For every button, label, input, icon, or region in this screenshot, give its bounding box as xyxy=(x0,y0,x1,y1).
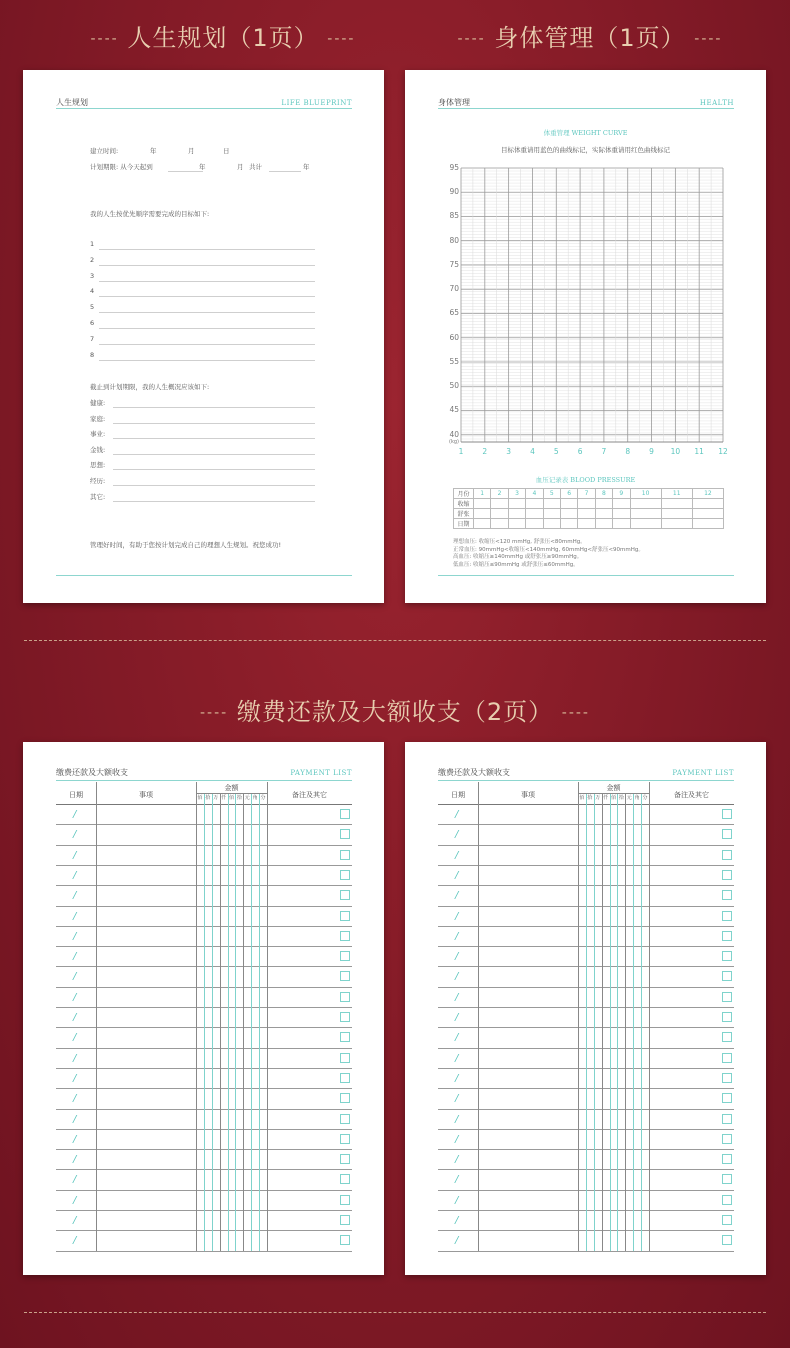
x-tick-label: 12 xyxy=(718,447,728,456)
row-checkbox[interactable] xyxy=(340,1134,350,1144)
col-divider xyxy=(478,782,479,1251)
date-slash: / xyxy=(455,1113,459,1125)
page-title: 身体管理 xyxy=(438,98,470,107)
y-tick-label: 60 xyxy=(449,332,459,342)
row-checkbox[interactable] xyxy=(340,1093,350,1103)
col-header-item: 事项 xyxy=(139,791,153,799)
bp-note: 低血压: 收缩压≤90mmHg 或舒张压≤60mmHg。 xyxy=(453,561,579,568)
amount-subdivider xyxy=(220,794,221,1251)
footer-rule xyxy=(56,575,352,576)
date-slash: / xyxy=(455,991,459,1003)
row-checkbox[interactable] xyxy=(722,911,732,921)
row-checkbox[interactable] xyxy=(340,1235,350,1245)
row-checkbox[interactable] xyxy=(340,971,350,981)
amount-unit-label: 元 xyxy=(244,795,250,801)
bp-cell[interactable] xyxy=(543,519,560,529)
amount-subdivider xyxy=(594,794,595,1251)
date-slash: / xyxy=(455,890,459,902)
bp-cell: 8 xyxy=(595,489,612,499)
y-tick-label: 95 xyxy=(449,163,459,172)
bp-cell: 11 xyxy=(661,489,692,499)
goal-number: 5 xyxy=(90,303,95,312)
bp-row xyxy=(454,509,724,519)
row-checkbox[interactable] xyxy=(340,1073,350,1083)
goal-number: 4 xyxy=(90,287,95,296)
row-checkbox[interactable] xyxy=(340,1215,350,1225)
amount-unit-label: 角 xyxy=(634,795,640,801)
goals-intro: 我的人生按优先顺序需要完成的目标如下: xyxy=(90,210,210,218)
amount-subdivider xyxy=(228,794,229,1251)
row-checkbox[interactable] xyxy=(722,1195,732,1205)
col-header-notes: 备注及其它 xyxy=(292,791,327,799)
amount-subdivider xyxy=(204,794,205,1251)
amount-unit-label: 佰 xyxy=(579,795,585,801)
amount-unit-label: 佰 xyxy=(197,795,203,801)
bp-cell: 6 xyxy=(560,489,577,499)
bp-title: 血压记录表 BLOOD PRESSURE xyxy=(535,476,636,484)
col-divider xyxy=(267,782,268,1251)
y-tick-label: 50 xyxy=(449,381,459,391)
row-checkbox[interactable] xyxy=(340,931,350,941)
bp-cell[interactable] xyxy=(474,519,491,529)
x-tick-label: 2 xyxy=(482,447,488,456)
bp-cell[interactable] xyxy=(595,509,612,519)
aspect-line[interactable] xyxy=(113,438,315,439)
date-slash: / xyxy=(73,1154,77,1166)
row-checkbox[interactable] xyxy=(722,1032,732,1042)
goal-number: 1 xyxy=(90,240,95,248)
aspect-label: 金钱: xyxy=(90,445,106,454)
date-slash: / xyxy=(455,869,459,881)
y-tick-label: 40 xyxy=(449,429,459,439)
amount-subdivider xyxy=(235,794,236,1251)
bp-cell[interactable] xyxy=(491,509,508,519)
aspect-line[interactable] xyxy=(113,469,315,470)
row-checkbox[interactable] xyxy=(722,890,732,900)
bp-cell[interactable] xyxy=(491,499,508,509)
col-divider xyxy=(578,782,579,1251)
goal-line[interactable] xyxy=(99,281,315,282)
bp-cell[interactable] xyxy=(613,519,630,529)
bp-cell[interactable] xyxy=(578,519,595,529)
amount-unit-label: 分 xyxy=(642,795,648,801)
blood-pressure-table xyxy=(453,488,724,529)
date-slash: / xyxy=(455,971,459,983)
amount-unit-label: 分 xyxy=(260,795,266,801)
aspect-line[interactable] xyxy=(113,485,315,486)
y-tick-label: 90 xyxy=(449,187,459,197)
amount-subdivider xyxy=(586,794,587,1251)
aspect-label: 健康: xyxy=(90,399,106,407)
row-checkbox[interactable] xyxy=(722,870,732,880)
goal-line[interactable] xyxy=(99,296,315,297)
bp-cell[interactable] xyxy=(543,509,560,519)
amount-subdivider xyxy=(633,794,634,1251)
bp-cell[interactable] xyxy=(474,509,491,519)
x-tick-label: 5 xyxy=(553,447,559,456)
amount-subdivider xyxy=(610,794,611,1251)
x-tick-label: 11 xyxy=(694,447,704,456)
page-title-en: HEALTH xyxy=(699,99,734,107)
date-slash: / xyxy=(73,829,77,841)
page-title: 缴费还款及大额收支 xyxy=(56,768,128,777)
row-checkbox[interactable] xyxy=(722,971,732,981)
aspect-line[interactable] xyxy=(113,407,315,408)
goal-number: 8 xyxy=(90,350,95,359)
date-slash: / xyxy=(73,1072,77,1084)
col-divider xyxy=(196,782,197,1251)
bp-row-label: 日期 xyxy=(454,519,474,529)
bp-cell[interactable] xyxy=(508,519,525,529)
bp-cell: 9 xyxy=(613,489,630,499)
date-slash: / xyxy=(455,1194,459,1206)
health-page xyxy=(405,70,766,603)
bp-note: 高血压: 收缩压≥140mmHg 或舒张压≥90mmHg。 xyxy=(453,554,583,560)
row-checkbox[interactable] xyxy=(722,1154,732,1164)
date-slash: / xyxy=(455,809,459,820)
date-slash: / xyxy=(455,849,459,861)
date-slash: / xyxy=(455,1133,459,1145)
page-title-en: PAYMENT LIST xyxy=(672,769,734,777)
bp-cell[interactable] xyxy=(692,519,723,529)
amount-unit-label: 仟 xyxy=(603,795,609,801)
row-checkbox[interactable] xyxy=(722,1093,732,1103)
date-slash: / xyxy=(455,1174,459,1186)
row-checkbox[interactable] xyxy=(340,890,350,900)
date-slash: / xyxy=(455,1052,459,1064)
row-checkbox[interactable] xyxy=(340,911,350,921)
row-checkbox[interactable] xyxy=(340,809,350,819)
bp-cell[interactable] xyxy=(578,509,595,519)
row-checkbox[interactable] xyxy=(722,931,732,941)
y-tick-label: 75 xyxy=(449,259,459,269)
aspect-line[interactable] xyxy=(113,454,315,455)
bp-row xyxy=(454,499,724,509)
weight-chart-grid xyxy=(437,162,737,462)
bp-cell[interactable] xyxy=(491,519,508,529)
bp-cell[interactable] xyxy=(595,499,612,509)
goal-line[interactable] xyxy=(99,328,315,329)
page-footer-note: 管理好时间，有助于您按计划完成自己的理想人生规划。祝您成功! xyxy=(90,541,282,549)
bp-cell[interactable] xyxy=(692,509,723,519)
date-slash: / xyxy=(455,1154,459,1166)
row-checkbox[interactable] xyxy=(340,1012,350,1022)
goal-number: 3 xyxy=(90,271,95,280)
col-divider xyxy=(96,782,97,1251)
row-checkbox[interactable] xyxy=(340,1154,350,1164)
bp-row xyxy=(454,489,724,499)
created-label: 建立时间: xyxy=(90,147,119,155)
col-header-amount: 金额 xyxy=(606,784,621,792)
date-slash: / xyxy=(455,1012,459,1023)
y-tick-label: 80 xyxy=(449,235,459,245)
bp-row-label: 舒张 xyxy=(454,509,474,519)
date-slash: / xyxy=(455,951,459,963)
health-section-title: ---- 身体管理（1页） ---- xyxy=(457,24,723,52)
bp-cell[interactable] xyxy=(543,499,560,509)
date-slash: / xyxy=(455,1215,459,1226)
date-slash: / xyxy=(73,1215,77,1226)
y-unit-label: (kg) xyxy=(449,438,459,445)
row-checkbox[interactable] xyxy=(722,1215,732,1225)
date-slash: / xyxy=(73,1194,77,1206)
payment-list-page-1 xyxy=(23,742,384,1275)
bp-note: 理想血压: 收缩压<120 mmHg, 舒张压<80mmHg。 xyxy=(453,539,586,545)
date-slash: / xyxy=(455,1072,459,1084)
col-header-amount: 金额 xyxy=(224,784,239,792)
row-checkbox[interactable] xyxy=(340,850,350,860)
page-title-en: PAYMENT LIST xyxy=(290,769,352,777)
date-slash: / xyxy=(455,1032,459,1044)
x-tick-label: 6 xyxy=(577,447,583,456)
bp-cell: 4 xyxy=(526,489,543,499)
bp-cell[interactable] xyxy=(560,509,577,519)
bp-cell[interactable] xyxy=(692,499,723,509)
bp-cell[interactable] xyxy=(661,509,692,519)
aspect-line[interactable] xyxy=(113,501,315,502)
amount-unit-label: 拾 xyxy=(236,795,242,801)
goal-line[interactable] xyxy=(99,312,315,313)
amount-subdivider xyxy=(251,794,252,1251)
goal-line[interactable] xyxy=(99,265,315,266)
date-slash: / xyxy=(73,1052,77,1064)
date-slash: / xyxy=(73,1133,77,1145)
goal-number: 7 xyxy=(90,334,95,343)
y-tick-label: 85 xyxy=(449,211,459,221)
date-slash: / xyxy=(455,829,459,841)
date-slash: / xyxy=(73,1032,77,1044)
row-checkbox[interactable] xyxy=(340,1195,350,1205)
bp-cell[interactable] xyxy=(508,509,525,519)
row-checkbox[interactable] xyxy=(340,951,350,961)
aspect-label: 事业: xyxy=(90,430,106,439)
amount-unit-label: 拾 xyxy=(587,795,593,801)
payment-table xyxy=(56,782,352,1249)
bp-cell[interactable] xyxy=(661,519,692,529)
footer-rule xyxy=(438,575,734,576)
aspect-label: 经历: xyxy=(90,477,106,485)
x-tick-label: 3 xyxy=(506,447,512,456)
life-blueprint-page: 人生规划 LIFE BLUEPRINT 建立时间: 年 月 日 计划期限: 从今天起到 年 月 共计 年 我的人生按优先顺序需要完成的目标如下: 1 2 3 4 5 6 7 8 截止到计划期限，我的人生概况应该如下: 健康: 家庭: 事业: 金钱: 思想: 经历: 其它: 管理好时间，有助于您按计划完成自己的理想人生规划。祝您成功! xyxy=(23,70,384,603)
life-section-title: ---- 人生规划（1页） ---- xyxy=(90,24,356,52)
row-checkbox[interactable] xyxy=(722,829,732,839)
y-tick-label: 70 xyxy=(449,284,459,294)
bp-cell[interactable] xyxy=(474,499,491,509)
date-slash: / xyxy=(73,930,77,942)
bp-cell[interactable] xyxy=(508,499,525,509)
bp-cell: 3 xyxy=(508,489,525,499)
page-title: 人生规划 xyxy=(56,98,88,107)
bp-cell[interactable] xyxy=(560,499,577,509)
row-checkbox[interactable] xyxy=(722,1012,732,1022)
date-slash: / xyxy=(73,1113,77,1125)
date-slash: / xyxy=(73,1235,77,1247)
amount-unit-label: 万 xyxy=(595,795,601,801)
section-divider xyxy=(24,640,766,641)
date-slash: / xyxy=(73,849,77,861)
payment-list-page-2 xyxy=(405,742,766,1275)
date-slash: / xyxy=(73,951,77,963)
aspect-label: 其它: xyxy=(90,492,106,501)
bp-row xyxy=(454,519,724,529)
row-checkbox[interactable] xyxy=(722,809,732,819)
x-tick-label: 1 xyxy=(458,447,464,456)
header-rule xyxy=(438,108,734,109)
date-slash: / xyxy=(455,910,459,922)
x-tick-label: 4 xyxy=(530,447,535,456)
bp-note: 正常血压: 90mmHg<收缩压<140mmHg, 60mmHg<舒张压<90mmHg。 xyxy=(453,546,644,553)
bp-cell[interactable] xyxy=(526,499,543,509)
bp-row-label: 收缩 xyxy=(454,499,474,509)
row-checkbox[interactable] xyxy=(722,992,732,1002)
date-slash: / xyxy=(73,1093,77,1105)
payment-section-title: ---- 缴费还款及大额收支（2页） ---- xyxy=(200,698,590,726)
y-tick-label: 65 xyxy=(449,308,459,318)
amount-subdivider xyxy=(212,794,213,1251)
goal-number: 6 xyxy=(90,319,95,327)
aspect-label: 思想: xyxy=(90,461,106,470)
bp-cell[interactable] xyxy=(630,499,661,509)
bp-cell[interactable] xyxy=(630,509,661,519)
col-header-item: 事项 xyxy=(521,791,535,799)
weight-chart-title: 体重管理 WEIGHT CURVE xyxy=(543,129,628,137)
col-header-notes: 备注及其它 xyxy=(674,791,709,799)
col-header-date: 日期 xyxy=(451,791,465,799)
amount-unit-label: 拾 xyxy=(205,795,211,801)
page-title: 缴费还款及大额收支 xyxy=(438,768,510,777)
bp-cell: 5 xyxy=(543,489,560,499)
row-checkbox[interactable] xyxy=(722,1134,732,1144)
amount-unit-label: 佰 xyxy=(610,795,616,801)
x-tick-label: 8 xyxy=(625,447,631,456)
amount-unit-label: 万 xyxy=(213,795,219,801)
header-rule xyxy=(56,780,352,781)
bp-cell: 2 xyxy=(491,489,508,499)
col-divider xyxy=(649,782,650,1251)
goal-line[interactable] xyxy=(99,344,315,345)
x-tick-label: 9 xyxy=(649,447,654,456)
col-header-date: 日期 xyxy=(69,791,83,799)
amount-subdivider xyxy=(641,794,642,1251)
date-slash: / xyxy=(455,930,459,942)
y-tick-label: 45 xyxy=(449,405,459,415)
bp-cell[interactable] xyxy=(526,509,543,519)
deadline-intro: 截止到计划期限，我的人生概况应该如下: xyxy=(90,383,210,391)
date-slash: / xyxy=(73,890,77,902)
goal-line[interactable] xyxy=(99,249,315,250)
header-rule xyxy=(438,780,734,781)
row-checkbox[interactable] xyxy=(340,1114,350,1124)
amount-subdivider xyxy=(617,794,618,1251)
date-slash: / xyxy=(73,971,77,983)
date-slash: / xyxy=(73,869,77,881)
aspect-line[interactable] xyxy=(113,423,315,424)
row-checkbox[interactable] xyxy=(722,1053,732,1063)
plan-period-label: 计划期限: 从今天起到 xyxy=(90,163,153,171)
y-tick-label: 55 xyxy=(449,356,459,366)
weight-grid-svg xyxy=(437,162,737,462)
date-slash: / xyxy=(73,1174,77,1186)
row-checkbox[interactable] xyxy=(340,992,350,1002)
x-tick-label: 7 xyxy=(601,447,607,456)
date-slash: / xyxy=(73,1012,77,1023)
row-rule xyxy=(438,1251,734,1252)
row-checkbox[interactable] xyxy=(340,1174,350,1184)
amount-unit-label: 佰 xyxy=(228,795,234,801)
amount-subdivider xyxy=(259,794,260,1251)
date-slash: / xyxy=(455,1235,459,1247)
date-slash: / xyxy=(73,991,77,1003)
x-tick-label: 10 xyxy=(670,447,681,456)
bp-cell[interactable] xyxy=(578,499,595,509)
bp-cell[interactable] xyxy=(595,519,612,529)
row-checkbox[interactable] xyxy=(722,1114,732,1124)
bp-cell[interactable] xyxy=(613,499,630,509)
bp-cell: 1 xyxy=(474,489,491,499)
date-slash: / xyxy=(73,910,77,922)
amount-unit-label: 拾 xyxy=(618,795,624,801)
row-checkbox[interactable] xyxy=(722,951,732,961)
row-rule xyxy=(56,1251,352,1252)
row-checkbox[interactable] xyxy=(722,1073,732,1083)
goal-number: 2 xyxy=(90,255,95,264)
date-slash: / xyxy=(455,1093,459,1105)
amount-subdivider xyxy=(625,794,626,1251)
row-checkbox[interactable] xyxy=(340,870,350,880)
row-checkbox[interactable] xyxy=(340,829,350,839)
payment-table xyxy=(438,782,734,1249)
section-divider xyxy=(24,1312,766,1313)
row-checkbox[interactable] xyxy=(722,1235,732,1245)
row-checkbox[interactable] xyxy=(722,1174,732,1184)
bp-cell: 7 xyxy=(578,489,595,499)
amount-unit-label: 角 xyxy=(252,795,258,801)
amount-subdivider xyxy=(243,794,244,1251)
amount-unit-label: 仟 xyxy=(221,795,227,801)
page-title-en: LIFE BLUEPRINT xyxy=(281,99,352,107)
bp-cell[interactable] xyxy=(630,519,661,529)
bp-cell[interactable] xyxy=(560,519,577,529)
bp-cell[interactable] xyxy=(526,519,543,529)
amount-subdivider xyxy=(602,794,603,1251)
bp-cell[interactable] xyxy=(661,499,692,509)
bp-cell[interactable] xyxy=(613,509,630,519)
row-checkbox[interactable] xyxy=(340,1032,350,1042)
bp-row-label: 月份 xyxy=(454,489,474,499)
header-rule xyxy=(56,108,352,109)
amount-unit-label: 元 xyxy=(626,795,632,801)
date-slash: / xyxy=(73,809,77,820)
bp-cell: 12 xyxy=(692,489,723,499)
bp-cell: 10 xyxy=(630,489,661,499)
row-checkbox[interactable] xyxy=(340,1053,350,1063)
goal-line[interactable] xyxy=(99,360,315,361)
row-checkbox[interactable] xyxy=(722,850,732,860)
weight-chart-note: 目标体重请用蓝色的曲线标记，实际体重请用红色曲线标记 xyxy=(501,146,670,154)
aspect-label: 家庭: xyxy=(90,414,106,423)
